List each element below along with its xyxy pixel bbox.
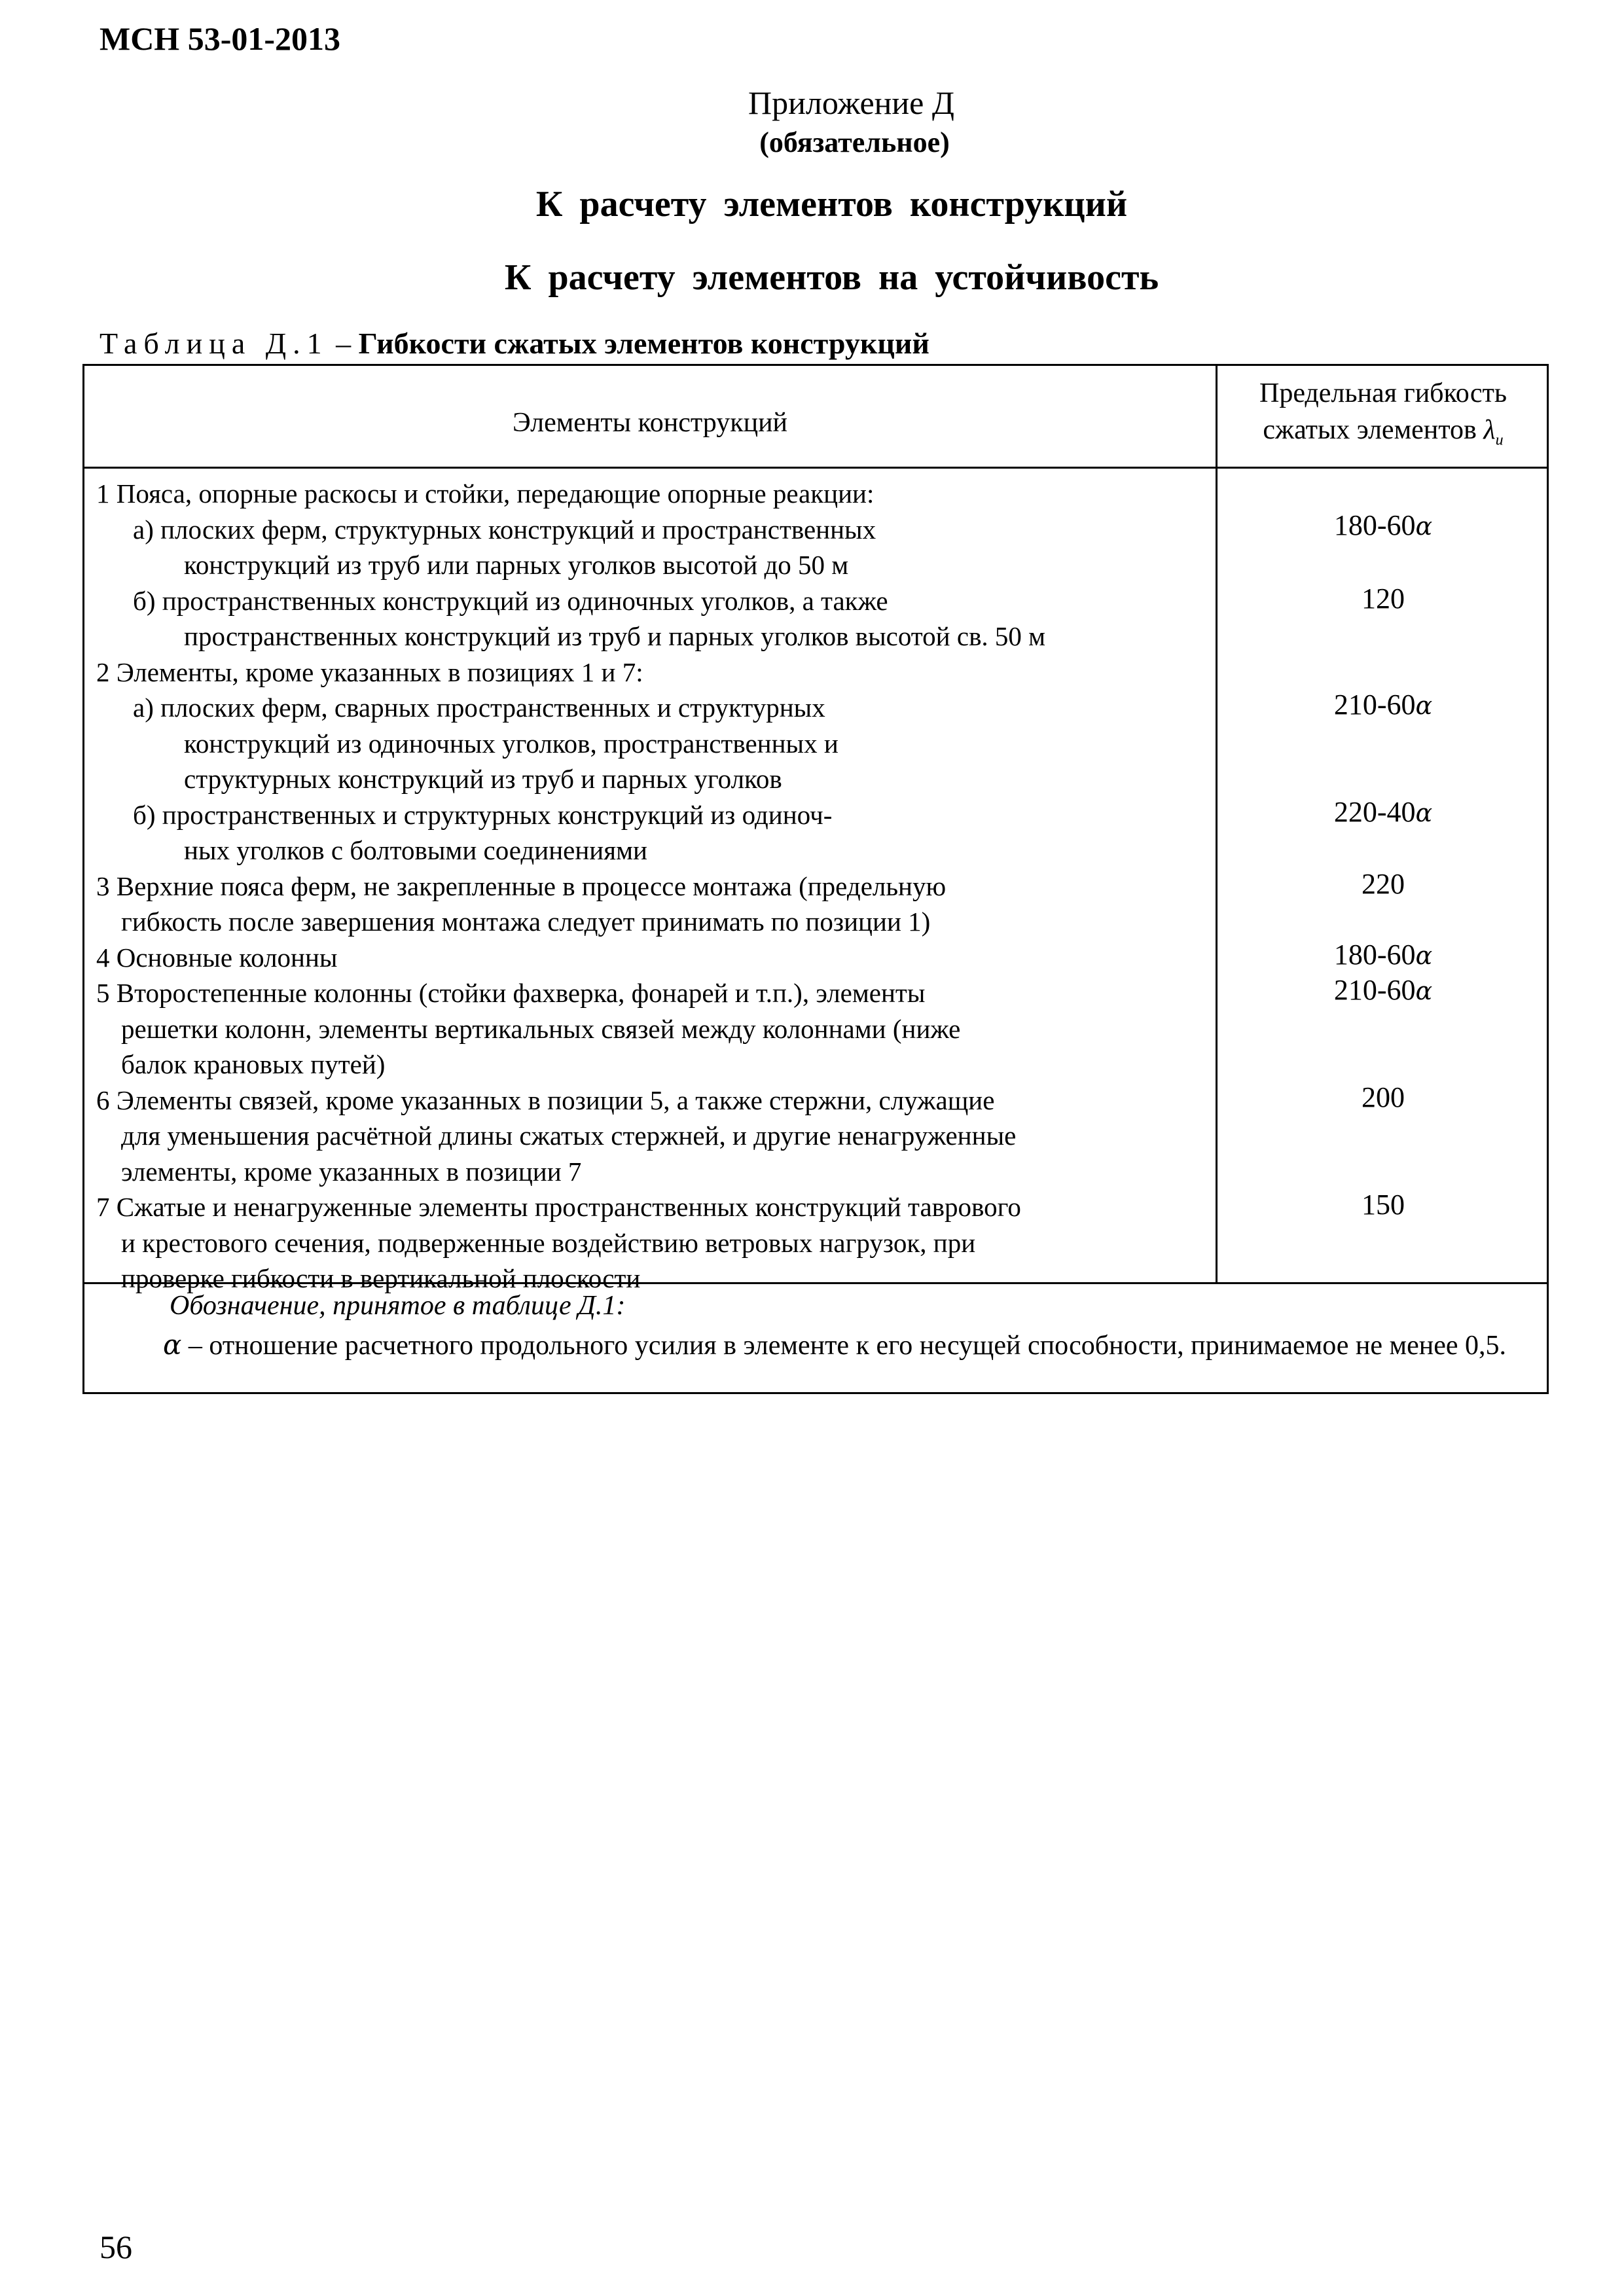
value-2a: 210-60α <box>1333 689 1433 721</box>
document-code: МСН 53-01-2013 <box>99 20 340 57</box>
section-heading: К расчету элементов конструкций <box>535 184 1128 224</box>
table-row: 3 Верхние пояса ферм, не закрепленные в процессе монтажа (предельную <box>96 870 947 901</box>
table-row: конструкций из одиночных уголков, пространственных и <box>184 728 839 759</box>
column-header-elements: Элементы конструкций <box>512 408 788 438</box>
table-row: пространственных конструкций из труб и парных уголков высотой св. 50 м <box>184 621 1046 651</box>
appendix-subtitle: (обязательное) <box>759 126 950 158</box>
table-row: 5 Второстепенные колонны (стойки фахверка, фонарей и т.п.), элементы <box>96 978 926 1008</box>
table-row: гибкость после завершения монтажа следует принимать по позиции 1) <box>121 906 931 937</box>
value-5: 210-60α <box>1333 974 1433 1006</box>
table-note-text: α – отношение расчетного продольного усилия в элементе к его несущей способности, принимаемое не менее 0,5. <box>163 1329 1506 1361</box>
table-caption-title: Гибкости сжатых элементов конструкций <box>358 327 929 360</box>
table-caption-dash: – <box>328 327 359 360</box>
table-row: проверке гибкости в вертикальной плоскости <box>121 1263 641 1293</box>
slenderness-table <box>82 364 1549 1394</box>
table-rows <box>96 476 1209 1297</box>
table-row: 1 Пояса, опорные раскосы и стойки, передающие опорные реакции: <box>96 478 875 509</box>
column-header-line1: Предельная гибкость <box>1259 378 1507 408</box>
table-row: структурных конструкций из труб и парных уголков <box>184 764 782 794</box>
table-row: балок крановых путей) <box>121 1049 386 1079</box>
table-row: ных уголков с болтовыми соединениями <box>184 835 647 865</box>
header-divider <box>84 467 1547 469</box>
column-header-line2: сжатых элементов $\lambda_u$ <box>1263 415 1504 449</box>
table-row: и крестового сечения, подверженные воздействию ветровых нагрузок, при <box>121 1227 976 1258</box>
table-caption <box>99 326 929 361</box>
table-row: 6 Элементы связей, кроме указанных в позиции 5, а также стержни, служащие <box>96 1085 995 1115</box>
table-row: б) пространственных и структурных конструкций из одиноч- <box>133 799 833 830</box>
table-row: для уменьшения расчётной длины сжатых стержней, и другие ненагруженные <box>121 1121 1017 1151</box>
value-1b: 120 <box>1362 583 1405 615</box>
table-caption-label: Таблица Д.1 <box>99 327 329 360</box>
table-row: решетки колонн, элементы вертикальных связей между колоннами (ниже <box>121 1013 961 1044</box>
value-1a: 180-60α <box>1333 509 1433 541</box>
table-row: конструкций из труб или парных уголков высотой до 50 м <box>184 550 849 580</box>
table-note-heading: Обозначение, принятое в таблице Д.1: <box>170 1291 626 1321</box>
table-row: 7 Сжатые и ненагруженные элементы пространственных конструкций таврового <box>96 1192 1021 1222</box>
table-row: б) пространственных конструкций из одиночных уголков, а также <box>133 585 888 616</box>
lambda-symbol: $\lambda_u$ <box>1483 415 1504 449</box>
value-6: 200 <box>1362 1081 1405 1113</box>
column-header-slenderness <box>1218 375 1549 458</box>
value-3: 220 <box>1362 868 1405 900</box>
table-row: а) плоских ферм, структурных конструкций и пространственных <box>133 514 876 545</box>
value-7: 150 <box>1362 1189 1405 1221</box>
value-2b: 220-40α <box>1333 796 1433 828</box>
table-row: элементы, кроме указанных в позиции 7 <box>121 1156 582 1187</box>
value-4: 180-60α <box>1333 939 1433 971</box>
appendix-title: Приложение Д <box>748 84 954 121</box>
alpha-symbol: α <box>163 1329 182 1361</box>
subsection-heading: К расчету элементов на устойчивость <box>504 257 1159 298</box>
table-row: 2 Элементы, кроме указанных в позициях 1 и 7: <box>96 656 643 687</box>
page-number: 56 <box>99 2229 132 2265</box>
table-row: 4 Основные колонны <box>96 942 338 973</box>
table-row: а) плоских ферм, сварных пространственных и структурных <box>133 692 825 723</box>
